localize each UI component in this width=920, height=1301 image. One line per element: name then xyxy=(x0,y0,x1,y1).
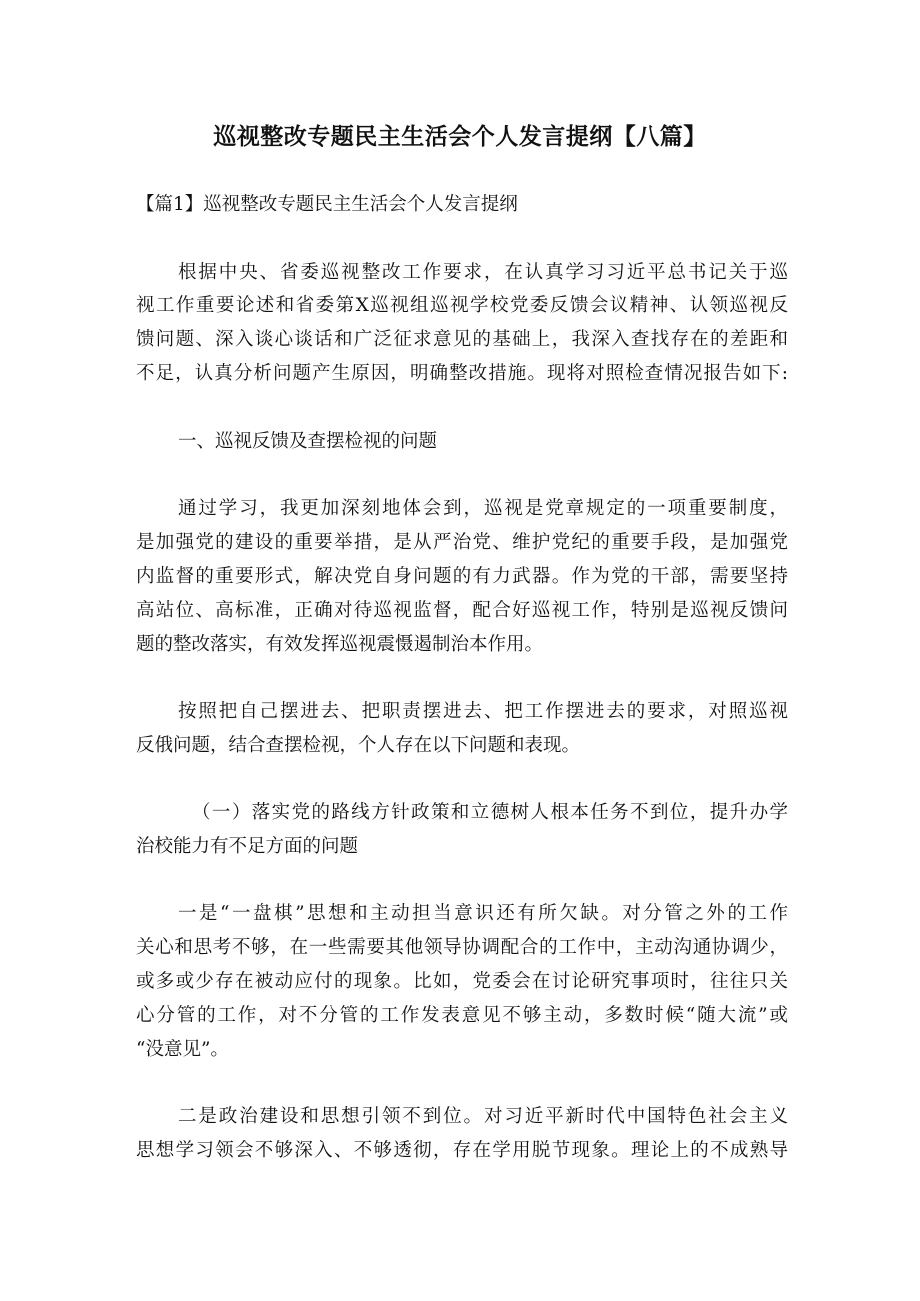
paragraph-line: 题的整改落实，有效发挥巡视震慑遏制治本作用。 xyxy=(136,634,544,655)
paragraph-line: 心分管的工作，对不分管的工作发表意见不够主动，多数时候“随大流”或 xyxy=(136,1005,788,1026)
paragraph-line: 馈问题、深入谈心谈话和广泛征求意见的基础上，我深入查找存在的差距和 xyxy=(136,329,788,350)
paragraph-line: 高站位、高标准，正确对待巡视监督，配合好巡视工作，特别是巡视反馈问 xyxy=(136,600,788,621)
paragraph-line: 内监督的重要形式，解决党自身问题的有力武器。作为党的干部，需要坚持 xyxy=(136,566,788,587)
paragraph-line: 不足，认真分析问题产生原因，明确整改措施。现将对照检查情况报告如下: xyxy=(136,363,788,384)
sub-heading-line: 治校能力有不足方面的问题 xyxy=(136,836,359,857)
paragraph-line: 是加强党的建设的重要举措，是从严治党、维护党纪的重要手段，是加强党 xyxy=(136,532,788,553)
paragraph-line: “没意见”。 xyxy=(136,1039,229,1060)
paragraph-line: 思想学习领会不够深入、不够透彻，存在学用脱节现象。理论上的不成熟导 xyxy=(136,1140,788,1161)
paragraph-line: 二是政治建设和思想引领不到位。对习近平新时代中国特色社会主义 xyxy=(178,1106,788,1127)
paragraph-line: 按照把自己摆进去、把职责摆进去、把工作摆进去的要求，对照巡视 xyxy=(178,701,788,722)
paragraph-line: 或多或少存在被动应付的现象。比如，党委会在讨论研究事项时，往往只关 xyxy=(136,971,788,992)
paragraph-line: 根据中央、省委巡视整改工作要求，在认真学习习近平总书记关于巡 xyxy=(178,262,788,283)
paragraph-line: 关心和思考不够，在一些需要其他领导协调配合的工作中，主动沟通协调少， xyxy=(136,937,788,958)
paragraph-line: 通过学习，我更加深刻地体会到，巡视是党章规定的一项重要制度， xyxy=(178,498,788,519)
paragraph-line: 反俄问题，结合查摆检视，个人存在以下问题和表现。 xyxy=(136,735,581,756)
document-title: 巡视整改专题民主生活会个人发言提纲【八篇】 xyxy=(213,124,707,150)
paragraph-line: 视工作重要论述和省委第X巡视组巡视学校党委反馈会议精神、认领巡视反 xyxy=(136,295,788,316)
section-heading: 【篇1】巡视整改专题民主生活会个人发言提纲 xyxy=(136,194,518,215)
sub-heading-line: （一）落实党的路线方针政策和立德树人根本任务不到位，提升办学 xyxy=(192,802,788,823)
paragraph-line: 一是“一盘棋”思想和主动担当意识还有所欠缺。对分管之外的工作 xyxy=(178,903,788,924)
heading-line: 一、巡视反馈及查摆检视的问题 xyxy=(178,431,438,452)
